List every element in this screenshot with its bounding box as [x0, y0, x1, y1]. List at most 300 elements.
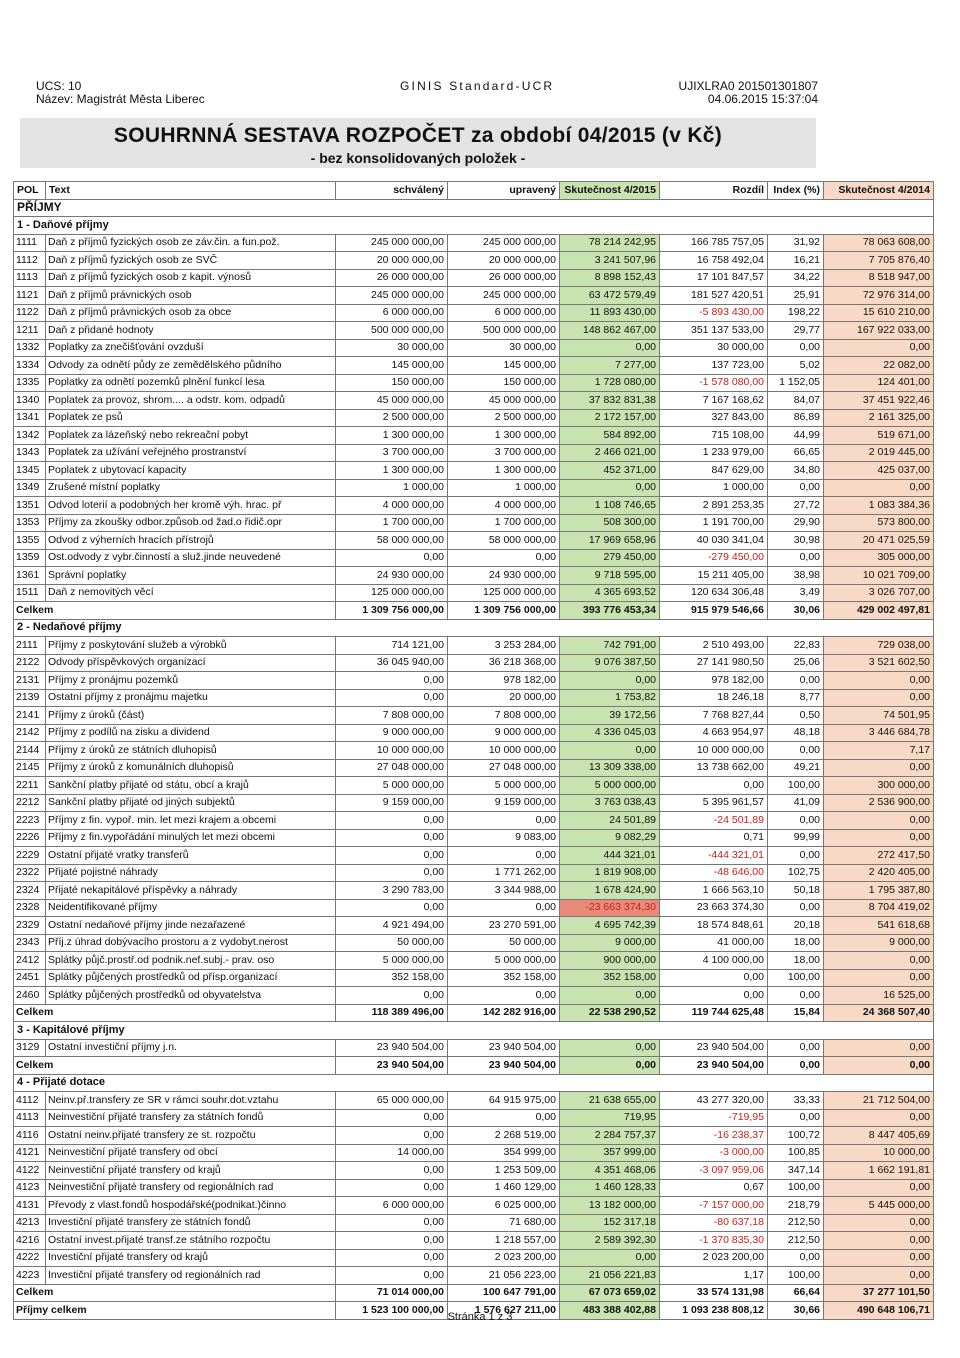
actual-2014-value: 541 618,68	[824, 917, 934, 935]
approved-value: 36 045 940,00	[336, 654, 448, 672]
actual-2014-value: 573 800,00	[824, 514, 934, 532]
pol-code: 1353	[14, 514, 46, 532]
actual-2014-value: 2 161 325,00	[824, 409, 934, 427]
approved-value: 58 000 000,00	[336, 532, 448, 550]
difference-value: 0,00	[660, 987, 768, 1005]
header-right	[679, 80, 818, 106]
difference-value: 5 395 961,57	[660, 794, 768, 812]
pol-code: 1112	[14, 252, 46, 270]
adjusted-value: 6 025 000,00	[448, 1197, 560, 1215]
pol-code: 2131	[14, 672, 46, 690]
col-header-adjusted: upravený	[448, 182, 560, 200]
actual-2015-value: 8 898 152,43	[560, 269, 660, 287]
table-row	[14, 444, 934, 462]
approved-value: 9 000 000,00	[336, 724, 448, 742]
index-value: 49,21	[768, 759, 824, 777]
actual-2015-value: 0,00	[560, 339, 660, 357]
table-row	[14, 409, 934, 427]
total-index: 0,00	[768, 1057, 824, 1075]
index-value: 5,02	[768, 357, 824, 375]
pol-code: 1361	[14, 567, 46, 585]
approved-value: 1 300 000,00	[336, 427, 448, 445]
difference-value: 15 211 405,00	[660, 567, 768, 585]
pol-code: 2329	[14, 917, 46, 935]
difference-value: -24 501,89	[660, 812, 768, 830]
item-text: Poplatky za znečišťování ovzduší	[46, 339, 336, 357]
index-value: 0,00	[768, 1109, 824, 1127]
table-row	[14, 1092, 934, 1110]
adjusted-value: 0,00	[448, 812, 560, 830]
total-label: Celkem	[14, 1057, 336, 1075]
difference-value: 0,00	[660, 777, 768, 795]
actual-2014-value: 9 000,00	[824, 934, 934, 952]
total-adjusted: 1 309 756 000,00	[448, 602, 560, 620]
pol-code: 2142	[14, 724, 46, 742]
page-footer: Stránka 1 z 3	[447, 1311, 513, 1323]
table-row	[14, 1039, 934, 1057]
index-value: 16,21	[768, 252, 824, 270]
section-row	[14, 1022, 934, 1040]
actual-2014-value: 78 063 608,00	[824, 234, 934, 252]
pol-code: 4116	[14, 1127, 46, 1145]
actual-2015-value: 21 056 221,83	[560, 1267, 660, 1285]
difference-value: 2 891 253,35	[660, 497, 768, 515]
index-value: 84,07	[768, 392, 824, 410]
approved-value: 0,00	[336, 847, 448, 865]
adjusted-value: 58 000 000,00	[448, 532, 560, 550]
item-text: Odvody za odnětí půdy ze zemědělského půdního	[46, 357, 336, 375]
adjusted-value: 245 000 000,00	[448, 287, 560, 305]
actual-2015-value: 584 892,00	[560, 427, 660, 445]
adjusted-value: 4 000 000,00	[448, 497, 560, 515]
approved-value: 9 159 000,00	[336, 794, 448, 812]
adjusted-value: 145 000,00	[448, 357, 560, 375]
index-value: 212,50	[768, 1232, 824, 1250]
approved-value: 50 000,00	[336, 934, 448, 952]
actual-2015-value: 2 589 392,30	[560, 1232, 660, 1250]
actual-2015-value: 37 832 831,38	[560, 392, 660, 410]
total-label: Celkem	[14, 1284, 336, 1302]
table-row	[14, 724, 934, 742]
item-text: Ostatní neinv.přijaté transfery ze st. rozpočtu	[46, 1127, 336, 1145]
difference-value: 4 100 000,00	[660, 952, 768, 970]
total-actual-2015: 393 776 453,34	[560, 602, 660, 620]
adjusted-value: 1 460 129,00	[448, 1179, 560, 1197]
pol-code: 4121	[14, 1144, 46, 1162]
approved-value: 0,00	[336, 987, 448, 1005]
table-row	[14, 759, 934, 777]
actual-2015-value: 1 108 746,65	[560, 497, 660, 515]
section-row	[14, 1074, 934, 1092]
approved-value: 26 000 000,00	[336, 269, 448, 287]
actual-2014-value: 1 795 387,80	[824, 882, 934, 900]
difference-value: 1 000,00	[660, 479, 768, 497]
item-text: Ostatní invest.přijaté transf.ze státního rozpočtu	[46, 1232, 336, 1250]
item-text: Příjmy z podílů na zisku a dividend	[46, 724, 336, 742]
difference-value: 0,67	[660, 1179, 768, 1197]
approved-value: 0,00	[336, 899, 448, 917]
grand-approved: 1 523 100 000,00	[336, 1302, 448, 1320]
total-approved: 1 309 756 000,00	[336, 602, 448, 620]
item-text: Splátky půjč.prostř.od podnik.nef.subj.- prav. oso	[46, 952, 336, 970]
total-difference: 119 744 625,48	[660, 1004, 768, 1022]
approved-value: 0,00	[336, 1127, 448, 1145]
table-row	[14, 357, 934, 375]
approved-value: 0,00	[336, 549, 448, 567]
total-actual-2014: 0,00	[824, 1057, 934, 1075]
approved-value: 125 000 000,00	[336, 584, 448, 602]
pol-code: 2211	[14, 777, 46, 795]
table-row	[14, 549, 934, 567]
pol-code: 3129	[14, 1039, 46, 1057]
actual-2014-value: 8 447 405,69	[824, 1127, 934, 1145]
actual-2015-value: 1 819 908,00	[560, 864, 660, 882]
item-text: Neinvestiční přijaté transfery od obcí	[46, 1144, 336, 1162]
index-value: 1 152,05	[768, 374, 824, 392]
table-row	[14, 1144, 934, 1162]
actual-2014-value: 72 976 314,00	[824, 287, 934, 305]
actual-2014-value: 3 026 707,00	[824, 584, 934, 602]
pol-code: 2328	[14, 899, 46, 917]
report-code: UJIXLRA0 201501301807	[678, 79, 818, 93]
adjusted-value: 20 000,00	[448, 689, 560, 707]
table-row	[14, 287, 934, 305]
actual-2014-value: 2 536 900,00	[824, 794, 934, 812]
total-adjusted: 100 647 791,00	[448, 1284, 560, 1302]
actual-2015-value: 9 076 387,50	[560, 654, 660, 672]
actual-2015-value: 152 317,18	[560, 1214, 660, 1232]
item-text: Správní poplatky	[46, 567, 336, 585]
actual-2014-value: 10 000,00	[824, 1144, 934, 1162]
item-text: Daň z příjmů právnických osob	[46, 287, 336, 305]
pol-code: 1342	[14, 427, 46, 445]
actual-2015-value: 13 309 338,00	[560, 759, 660, 777]
actual-2015-value: 452 371,00	[560, 462, 660, 480]
table-row	[14, 847, 934, 865]
actual-2014-value: 0,00	[824, 1232, 934, 1250]
item-text: Poplatky za odnětí pozemků plnění funkcí lesa	[46, 374, 336, 392]
index-value: 34,80	[768, 462, 824, 480]
actual-2015-value: 1 678 424,90	[560, 882, 660, 900]
approved-value: 0,00	[336, 812, 448, 830]
actual-2015-value: 17 969 658,96	[560, 532, 660, 550]
table-row	[14, 742, 934, 760]
adjusted-value: 3 700 000,00	[448, 444, 560, 462]
section-row	[14, 619, 934, 637]
adjusted-value: 1 700 000,00	[448, 514, 560, 532]
budget-table	[13, 181, 934, 1320]
actual-2015-value: 7 277,00	[560, 357, 660, 375]
actual-2015-value: 9 000,00	[560, 934, 660, 952]
adjusted-value: 978 182,00	[448, 672, 560, 690]
adjusted-value: 3 253 284,00	[448, 637, 560, 655]
item-text: Neinvestiční přijaté transfery od krajů	[46, 1162, 336, 1180]
index-value: 22,83	[768, 637, 824, 655]
table-row	[14, 584, 934, 602]
actual-2014-value: 272 417,50	[824, 847, 934, 865]
actual-2015-value: 148 862 467,00	[560, 322, 660, 340]
pol-code: 2145	[14, 759, 46, 777]
table-row	[14, 707, 934, 725]
item-text: Poplatek za provoz, shrom.... a odstr. kom. odpadů	[46, 392, 336, 410]
item-text: Ostatní přijaté vratky transferů	[46, 847, 336, 865]
actual-2014-value: 8 704 419,02	[824, 899, 934, 917]
index-value: 44,99	[768, 427, 824, 445]
pol-code: 4213	[14, 1214, 46, 1232]
pol-code: 1340	[14, 392, 46, 410]
actual-2015-value: 13 182 000,00	[560, 1197, 660, 1215]
actual-2014-value: 305 000,00	[824, 549, 934, 567]
adjusted-value: 3 344 988,00	[448, 882, 560, 900]
pol-code: 1335	[14, 374, 46, 392]
index-value: 38,98	[768, 567, 824, 585]
table-row	[14, 269, 934, 287]
adjusted-value: 1 253 509,00	[448, 1162, 560, 1180]
approved-value: 0,00	[336, 1109, 448, 1127]
difference-value: 2 023 200,00	[660, 1249, 768, 1267]
pol-code: 4113	[14, 1109, 46, 1127]
col-header-index: Index (%)	[768, 182, 824, 200]
index-value: 198,22	[768, 304, 824, 322]
item-text: Ostatní nedaňové příjmy jinde nezařazené	[46, 917, 336, 935]
index-value: 0,00	[768, 1249, 824, 1267]
actual-2014-value: 3 521 602,50	[824, 654, 934, 672]
difference-value: 181 527 420,51	[660, 287, 768, 305]
approved-value: 0,00	[336, 1232, 448, 1250]
org-name: Název: Magistrát Města Liberec	[36, 92, 205, 106]
actual-2015-value: 4 351 468,06	[560, 1162, 660, 1180]
total-difference: 23 940 504,00	[660, 1057, 768, 1075]
actual-2015-value: 63 472 579,49	[560, 287, 660, 305]
adjusted-value: 500 000 000,00	[448, 322, 560, 340]
approved-value: 0,00	[336, 1249, 448, 1267]
actual-2015-value: 78 214 242,95	[560, 234, 660, 252]
index-value: 0,00	[768, 549, 824, 567]
approved-value: 245 000 000,00	[336, 234, 448, 252]
pol-code: 1211	[14, 322, 46, 340]
difference-value: 43 277 320,00	[660, 1092, 768, 1110]
difference-value: -7 157 000,00	[660, 1197, 768, 1215]
total-approved: 23 940 504,00	[336, 1057, 448, 1075]
approved-value: 1 700 000,00	[336, 514, 448, 532]
item-text: Ostatní investiční příjmy j.n.	[46, 1039, 336, 1057]
pol-code: 4131	[14, 1197, 46, 1215]
item-text: Neinv.př.transfery ze SR v rámci souhr.dot.vztahu	[46, 1092, 336, 1110]
table-row	[14, 882, 934, 900]
approved-value: 1 300 000,00	[336, 462, 448, 480]
index-value: 18,00	[768, 934, 824, 952]
table-row	[14, 497, 934, 515]
item-text: Neidentifikované příjmy	[46, 899, 336, 917]
table-row	[14, 917, 934, 935]
adjusted-value: 64 915 975,00	[448, 1092, 560, 1110]
approved-value: 30 000,00	[336, 339, 448, 357]
actual-2014-value: 74 501,95	[824, 707, 934, 725]
difference-value: 2 510 493,00	[660, 637, 768, 655]
difference-value: 17 101 847,57	[660, 269, 768, 287]
adjusted-value: 1 000,00	[448, 479, 560, 497]
adjusted-value: 9 000 000,00	[448, 724, 560, 742]
total-label: Celkem	[14, 1004, 336, 1022]
pol-code: 2144	[14, 742, 46, 760]
table-row	[14, 777, 934, 795]
difference-value: -1 370 835,30	[660, 1232, 768, 1250]
index-value: 347,14	[768, 1162, 824, 1180]
section-title: 2 - Nedaňové příjmy	[14, 619, 934, 637]
pol-code: 2229	[14, 847, 46, 865]
pol-code: 2460	[14, 987, 46, 1005]
actual-2015-value: 3 763 038,43	[560, 794, 660, 812]
index-value: 29,90	[768, 514, 824, 532]
index-value: 31,92	[768, 234, 824, 252]
item-text: Příjmy z úroků (část)	[46, 707, 336, 725]
adjusted-value: 0,00	[448, 899, 560, 917]
approved-value: 0,00	[336, 689, 448, 707]
system-name: GINIS Standard-UCR	[400, 79, 555, 93]
difference-value: 7 167 168,62	[660, 392, 768, 410]
actual-2015-value: 11 893 430,00	[560, 304, 660, 322]
actual-2015-value: 4 365 693,52	[560, 584, 660, 602]
actual-2015-value: 39 172,56	[560, 707, 660, 725]
grand-total-label: Příjmy celkem	[14, 1302, 336, 1320]
pol-code: 1341	[14, 409, 46, 427]
difference-value: 18 574 848,61	[660, 917, 768, 935]
total-approved: 118 389 496,00	[336, 1004, 448, 1022]
difference-value: 351 137 533,00	[660, 322, 768, 340]
difference-value: 1 666 563,10	[660, 882, 768, 900]
actual-2014-value: 21 712 504,00	[824, 1092, 934, 1110]
adjusted-value: 1 300 000,00	[448, 427, 560, 445]
index-value: 50,18	[768, 882, 824, 900]
approved-value: 7 808 000,00	[336, 707, 448, 725]
item-text: Daň z příjmů právnických osob za obce	[46, 304, 336, 322]
adjusted-value: 36 218 368,00	[448, 654, 560, 672]
adjusted-value: 245 000 000,00	[448, 234, 560, 252]
item-text: Investiční přijaté transfery od krajů	[46, 1249, 336, 1267]
adjusted-value: 1 218 557,00	[448, 1232, 560, 1250]
actual-2015-value: 2 284 757,37	[560, 1127, 660, 1145]
actual-2015-value: 5 000 000,00	[560, 777, 660, 795]
approved-value: 145 000,00	[336, 357, 448, 375]
difference-value: 4 663 954,97	[660, 724, 768, 742]
item-text: Odvod z výherních hracích přístrojů	[46, 532, 336, 550]
actual-2015-value: 719,95	[560, 1109, 660, 1127]
pol-code: 1511	[14, 584, 46, 602]
adjusted-value: 150 000,00	[448, 374, 560, 392]
difference-value: -444 321,01	[660, 847, 768, 865]
actual-2015-value: 0,00	[560, 1039, 660, 1057]
actual-2014-value: 0,00	[824, 812, 934, 830]
table-row	[14, 899, 934, 917]
item-text: Sankční platby přijaté od státu, obcí a krajů	[46, 777, 336, 795]
difference-value: 23 940 504,00	[660, 1039, 768, 1057]
index-value: 33,33	[768, 1092, 824, 1110]
approved-value: 6 000 000,00	[336, 1197, 448, 1215]
actual-2015-value: 0,00	[560, 672, 660, 690]
pol-code: 4123	[14, 1179, 46, 1197]
pol-code: 4222	[14, 1249, 46, 1267]
actual-2015-value: -23 663 374,30	[560, 899, 660, 917]
approved-value: 10 000 000,00	[336, 742, 448, 760]
actual-2014-value: 729 038,00	[824, 637, 934, 655]
difference-value: -1 578 080,00	[660, 374, 768, 392]
actual-2015-value: 9 082,29	[560, 829, 660, 847]
adjusted-value: 0,00	[448, 549, 560, 567]
adjusted-value: 7 808 000,00	[448, 707, 560, 725]
table-row	[14, 479, 934, 497]
index-value: 0,00	[768, 987, 824, 1005]
item-text: Daň z příjmů fyzických osob ze SVČ	[46, 252, 336, 270]
index-value: 0,00	[768, 1039, 824, 1057]
index-value: 100,85	[768, 1144, 824, 1162]
grand-actual-2015: 483 388 402,88	[560, 1302, 660, 1320]
pol-code: 1332	[14, 339, 46, 357]
pol-code: 1359	[14, 549, 46, 567]
actual-2014-value: 300 000,00	[824, 777, 934, 795]
approved-value: 27 048 000,00	[336, 759, 448, 777]
adjusted-value: 352 158,00	[448, 969, 560, 987]
index-value: 41,09	[768, 794, 824, 812]
pol-code: 2223	[14, 812, 46, 830]
actual-2014-value: 0,00	[824, 1039, 934, 1057]
actual-2015-value: 352 158,00	[560, 969, 660, 987]
pol-code: 1345	[14, 462, 46, 480]
item-text: Splátky půjčených prostředků od obyvatelstva	[46, 987, 336, 1005]
table-row	[14, 392, 934, 410]
approved-value: 5 000 000,00	[336, 777, 448, 795]
total-index: 66,64	[768, 1284, 824, 1302]
table-row	[14, 987, 934, 1005]
adjusted-value: 1 771 262,00	[448, 864, 560, 882]
difference-value: -3 000,00	[660, 1144, 768, 1162]
pol-code: 2122	[14, 654, 46, 672]
section-title: 4 - Přijaté dotace	[14, 1074, 934, 1092]
difference-value: 27 141 980,50	[660, 654, 768, 672]
adjusted-value: 23 270 591,00	[448, 917, 560, 935]
actual-2015-value: 0,00	[560, 987, 660, 1005]
approved-value: 4 000 000,00	[336, 497, 448, 515]
actual-2014-value: 0,00	[824, 759, 934, 777]
index-value: 100,00	[768, 1179, 824, 1197]
approved-value: 0,00	[336, 1162, 448, 1180]
approved-value: 24 930 000,00	[336, 567, 448, 585]
item-text: Ostatní příjmy z pronájmu majetku	[46, 689, 336, 707]
col-header-actual-2014: Skutečnost 4/2014	[824, 182, 934, 200]
actual-2015-value: 0,00	[560, 479, 660, 497]
difference-value: 0,71	[660, 829, 768, 847]
difference-value: 10 000 000,00	[660, 742, 768, 760]
adjusted-value: 0,00	[448, 847, 560, 865]
index-value: 99,99	[768, 829, 824, 847]
actual-2014-value: 2 019 445,00	[824, 444, 934, 462]
pol-code: 1121	[14, 287, 46, 305]
table-row	[14, 322, 934, 340]
difference-value: 41 000,00	[660, 934, 768, 952]
adjusted-value: 1 300 000,00	[448, 462, 560, 480]
adjusted-value: 0,00	[448, 1109, 560, 1127]
approved-value: 3 290 783,00	[336, 882, 448, 900]
actual-2014-value: 1 662 191,81	[824, 1162, 934, 1180]
difference-value: 166 785 757,05	[660, 234, 768, 252]
actual-2014-value: 0,00	[824, 952, 934, 970]
section-total-row	[14, 1284, 934, 1302]
actual-2015-value: 21 638 655,00	[560, 1092, 660, 1110]
adjusted-value: 2 268 519,00	[448, 1127, 560, 1145]
item-text: Příjmy z fin. vypoř. min. let mezi krajem a obcemi	[46, 812, 336, 830]
table-row	[14, 532, 934, 550]
actual-2014-value: 37 451 922,46	[824, 392, 934, 410]
actual-2014-value: 425 037,00	[824, 462, 934, 480]
